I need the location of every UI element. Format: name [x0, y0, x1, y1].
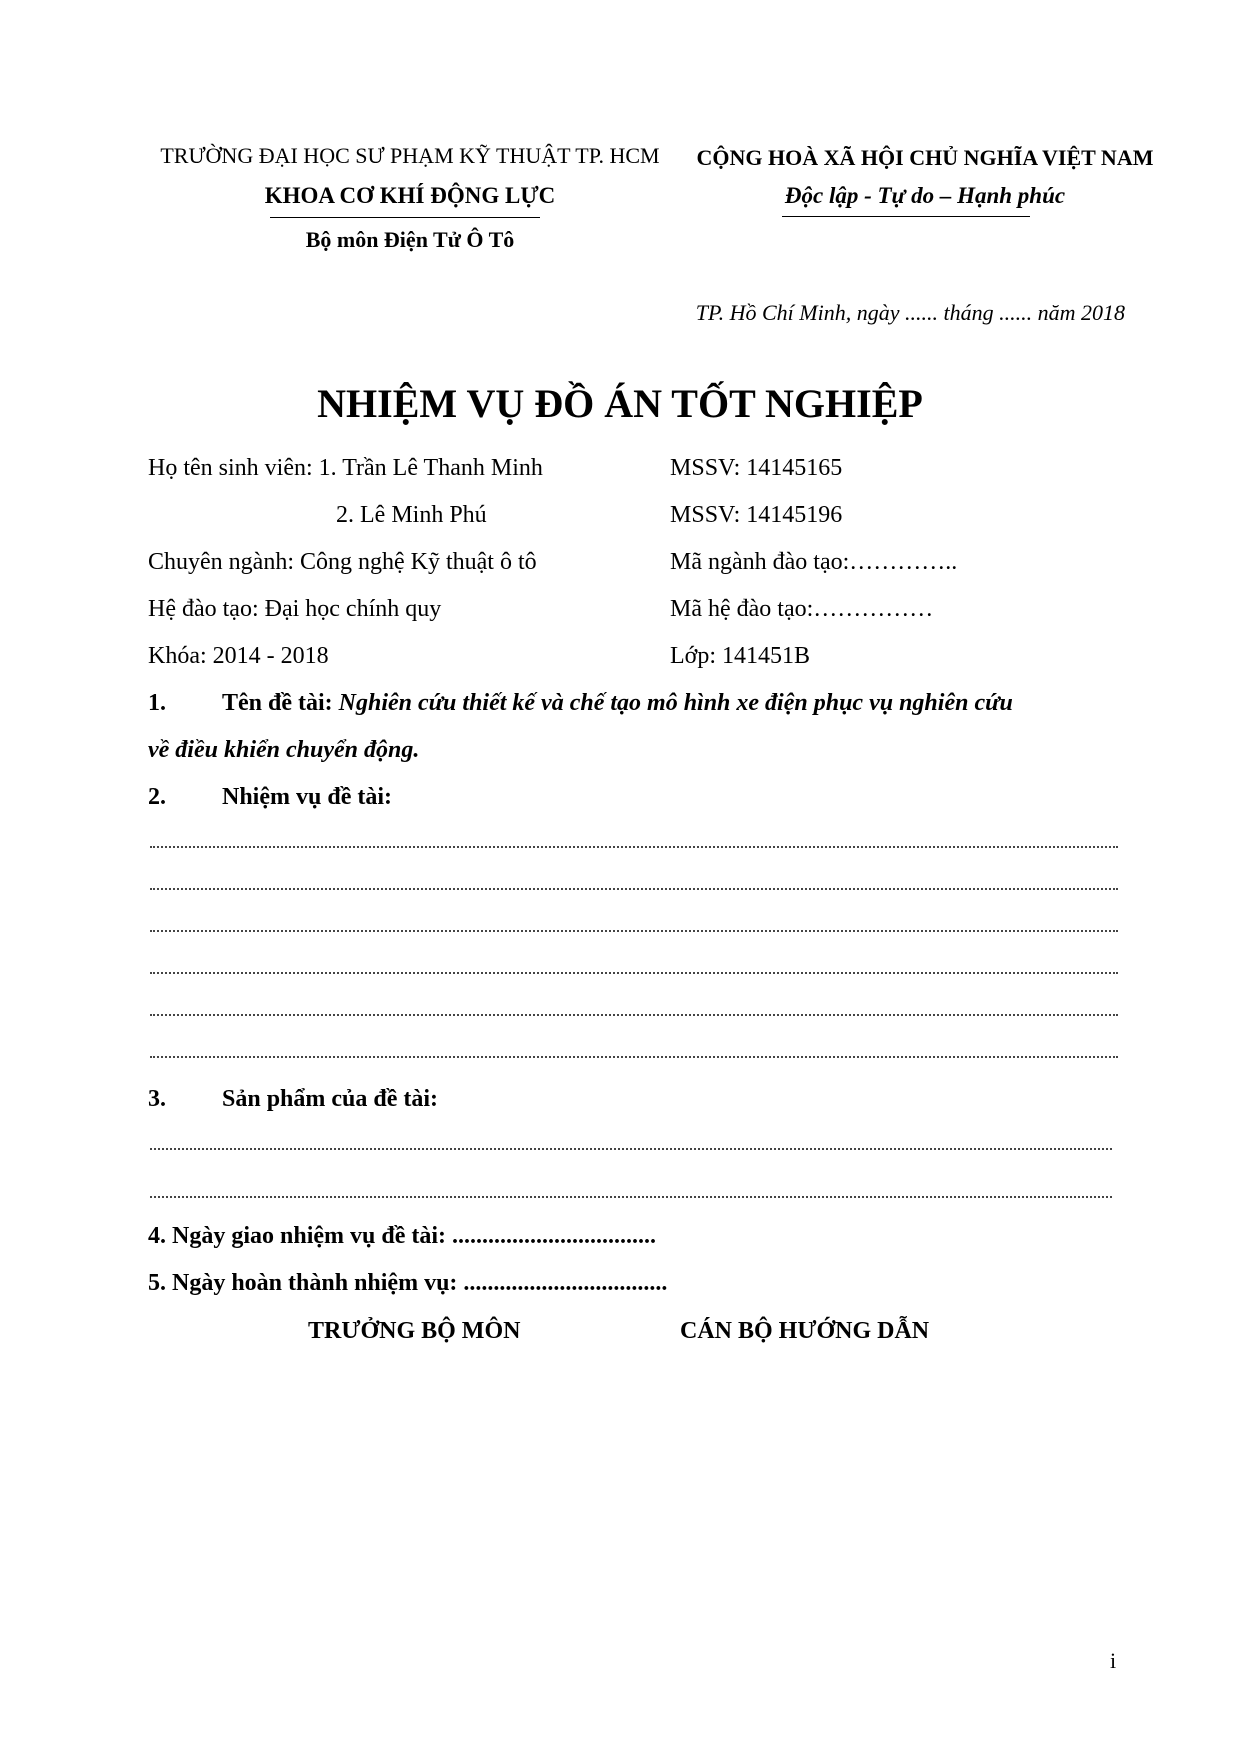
program-code: Mã hệ đào tạo:…………… [670, 596, 934, 622]
blank-line [150, 1014, 1118, 1016]
signature-head-of-department: TRƯỞNG BỘ MÔN [308, 1318, 521, 1344]
blank-line [150, 1148, 1112, 1150]
mssv-1: MSSV: 14145165 [670, 455, 843, 481]
section-2-number: 2. [148, 784, 166, 810]
page-number: i [1110, 1648, 1117, 1673]
faculty-underline [270, 217, 540, 218]
dateline: TP. Hồ Chí Minh, ngày ...... tháng ...... năm 2018 [695, 300, 1125, 325]
student-2: 2. Lê Minh Phú [336, 502, 487, 528]
completion-date: 5. Ngày hoàn thành nhiệm vụ: .................................. [148, 1270, 668, 1296]
blank-line [150, 846, 1118, 848]
cohort: Khóa: 2014 - 2018 [148, 643, 329, 669]
motto-underline [782, 216, 1030, 217]
training-program: Hệ đào tạo: Đại học chính quy [148, 596, 442, 622]
signature-advisor: CÁN BỘ HƯỚNG DẪN [680, 1318, 930, 1344]
blank-line [150, 972, 1118, 974]
section-1-number: 1. [148, 690, 166, 716]
assignment-date: 4. Ngày giao nhiệm vụ đề tài: .................................. [148, 1223, 657, 1249]
department-name: Bộ môn Điện Tử Ô Tô [305, 227, 515, 252]
major-code: Mã ngành đào tạo:………….. [670, 549, 958, 575]
section-3-label: Sản phẩm của đề tài: [222, 1086, 439, 1112]
blank-line [150, 1056, 1118, 1058]
thesis-title-line-2: về điều khiển chuyển động. [148, 737, 420, 763]
blank-line [150, 888, 1118, 890]
section-1-heading [222, 690, 1013, 717]
document-title: NHIỆM VỤ ĐỒ ÁN TỐT NGHIỆP [317, 381, 923, 426]
blank-line [150, 930, 1118, 932]
major: Chuyên ngành: Công nghệ Kỹ thuật ô tô [148, 549, 537, 575]
national-motto: Độc lập - Tự do – Hạnh phúc [784, 183, 1066, 208]
school-name: TRƯỜNG ĐẠI HỌC SƯ PHẠM KỸ THUẬT TP. HCM [160, 143, 660, 168]
class-code: Lớp: 141451B [670, 643, 811, 669]
mssv-2: MSSV: 14145196 [670, 502, 843, 528]
faculty-name: KHOA CƠ KHÍ ĐỘNG LỰC [264, 183, 556, 208]
section-1-label: Tên đề tài: [222, 690, 339, 716]
blank-line [150, 1196, 1112, 1198]
section-2-label: Nhiệm vụ đề tài: [222, 784, 392, 810]
section-3-number: 3. [148, 1086, 166, 1112]
republic-heading: CỘNG HOÀ XÃ HỘI CHỦ NGHĨA VIỆT NAM [696, 145, 1154, 170]
students-line: Họ tên sinh viên: 1. Trần Lê Thanh Minh [148, 455, 543, 481]
thesis-title-line-1: Nghiên cứu thiết kế và chế tạo mô hình xe điện phục vụ nghiên cứu [338, 690, 1013, 716]
